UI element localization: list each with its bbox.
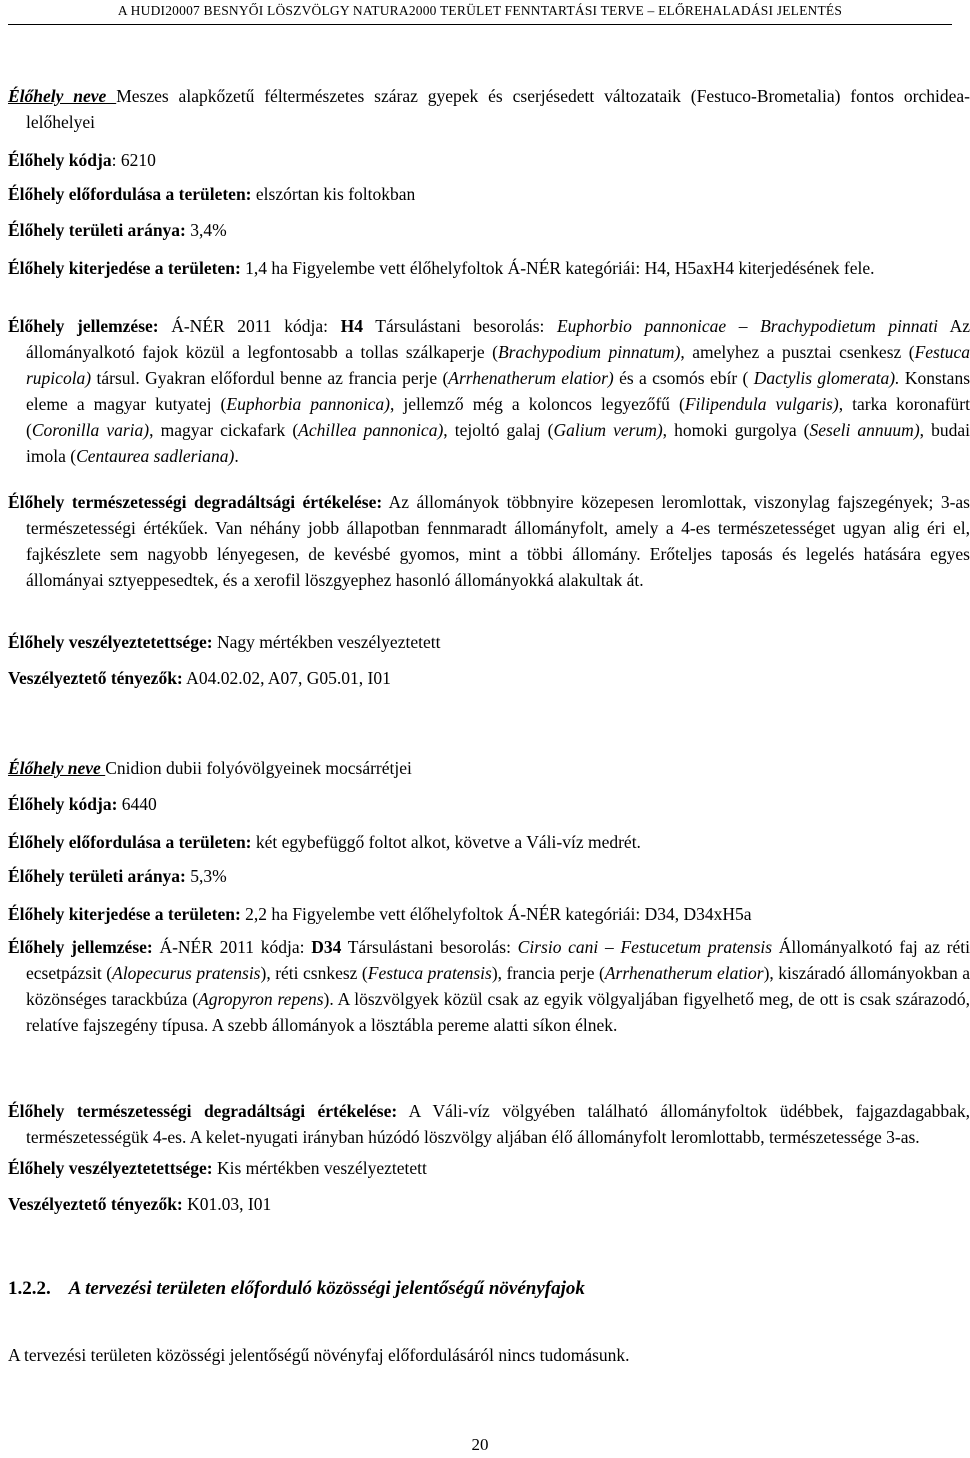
habitat2-char-label: Élőhely jellemzése: — [8, 937, 153, 957]
habitat2-extent-label: Élőhely kiterjedése a területen: — [8, 904, 241, 924]
habitat1-factors-label: Veszélyeztető tényezők: — [8, 668, 183, 688]
habitat1-ratio-label: Élőhely területi aránya: — [8, 220, 186, 240]
habitat2-threat — [8, 1155, 952, 1181]
habitat2-factors-value: K01.03, I01 — [182, 1194, 272, 1214]
habitat2-name-label: Élőhely neve — [8, 758, 106, 778]
habitat2-code-value: 6440 — [117, 794, 157, 814]
habitat2-occurrence-value: két egybefüggő foltot alkot, követve a Váli-víz medrét. — [251, 832, 641, 852]
habitat2-factors-label: Veszélyeztető tényezők: — [8, 1194, 183, 1214]
habitat2-ratio — [8, 863, 952, 889]
habitat1-factors — [8, 665, 952, 691]
section-number: 1.2.2. — [8, 1278, 51, 1299]
habitat1-extent — [8, 255, 952, 281]
habitat2-characterization: Élőhely jellemzése: Á-NÉR 2011 kódja: D34 Társulástani besorolás: Cirsio cani – Festucetum pratensis Állományalkotó faj az réti ecsetpázsit (Alopecurus pratensis), réti csnkesz (Festuca pratensis), francia perje (Arrhenatherum elatior), kiszáradó állományokban a közönséges tarackbúza (Agropyron repens). A löszvölgyek közül csak az egyik völgyaljában figyelhető meg, de ott is csak szárazodó, relatíve fajszegény típusa. A szebb állományok a lösztábla pereme alatti síkon élnek. — [8, 937, 970, 1035]
habitat2-ratio-label: Élőhely területi aránya: — [8, 866, 186, 886]
habitat1-name — [8, 83, 970, 135]
habitat2-nat-value: A Váli-víz völgyében található állományfoltok üdébbek, fajgazdagabbak, természetességük 4-es. A kelet-nyugati irányban húzódó löszvölgy aljában élő állományfolt leromlottabb, természetessége 3-as. — [26, 1101, 970, 1147]
habitat1-occurrence — [8, 181, 952, 207]
habitat1-threat-value: Nagy mértékben veszélyeztetett — [212, 632, 441, 652]
habitat1-code-label: Élőhely kódja — [8, 150, 112, 170]
habitat1-characterization: Élőhely jellemzése: Á-NÉR 2011 kódja: H4 Társulástani besorolás: Euphorbio pannonicae – Brachypodietum pinnati Az állományalkotó fajok közül a legfontosabb a tollas szálkaperje (Brachypodium pinnatum), amelyhez a pusztai csenkesz (Festuca rupicola) társul. Gyakran előfordul benne az francia perje (Arrhenatherum elatior) és a csomós ebír ( Dactylis glomerata). Konstans eleme a magyar kutyatej (Euphorbia pannonica), jellemző még a koloncos legyezőfű (Filipendula vulgaris), tarka koronafürt (Coronilla varia), magyar cickafark (Achillea pannonica), tejoltó galaj (Galium verum), homoki gurgolya (Seseli annuum), budai imola (Centaurea sadleriana). — [8, 316, 970, 466]
habitat2-naturalness — [8, 1098, 970, 1150]
habitat1-occurrence-label: Élőhely előfordulása a területen: — [8, 184, 256, 204]
habitat1-code-value: : 6210 — [111, 150, 156, 170]
habitat1-name-value: Meszes alapkőzetű féltermészetes száraz gyepek és cserjésedett változataik (Festuco-Brometalia) fontos orchidea-lelőhelyei — [26, 86, 970, 132]
habitat1-extent-label: Élőhely kiterjedése a területen: — [8, 258, 241, 278]
habitat1-factors-value: A04.02.02, A07, G05.01, I01 — [182, 668, 391, 688]
habitat2-name-value: Cnidion dubii folyóvölgyeinek mocsárrétjei — [105, 758, 412, 778]
habitat1-extent-value: 1,4 ha Figyelembe vett élőhelyfoltok Á-NÉR kategóriái: H4, H5axH4 kiterjedésének fele. — [240, 258, 875, 278]
habitat2-char-code: D34 — [311, 937, 342, 957]
habitat1-char-label: Élőhely jellemzése: — [8, 316, 159, 336]
habitat1-occurrence-value: elszórtan kis foltokban — [255, 184, 416, 204]
habitat1-ratio-value: 3,4% — [185, 220, 227, 240]
section-heading — [8, 1276, 952, 1302]
header-rule — [8, 24, 952, 25]
page-number: 20 — [471, 1435, 489, 1454]
habitat2-threat-value: Kis mértékben veszélyeztetett — [212, 1158, 427, 1178]
habitat1-name-label: Élőhely neve — [8, 86, 117, 106]
habitat2-ratio-value: 5,3% — [185, 866, 227, 886]
habitat1-threat-label: Élőhely veszélyeztetettsége: — [8, 632, 213, 652]
habitat1-ratio — [8, 217, 952, 243]
habitat2-nat-label: Élőhely természetességi degradáltsági értékelése: — [8, 1101, 398, 1121]
habitat2-occurrence-label: Élőhely előfordulása a területen: — [8, 832, 252, 852]
habitat2-extent — [8, 901, 952, 927]
habitat2-occurrence — [8, 829, 952, 855]
habitat1-threat — [8, 629, 952, 655]
habitat1-nat-label: Élőhely természetességi degradáltsági értékelése: — [8, 492, 383, 512]
habitat2-factors — [8, 1191, 952, 1217]
habitat1-nat-value: Az állományok többnyire közepesen leromlottak, viszonylag fajszegények; 3-as természetességi értékűek. Van néhány jobb állapotban fennmaradt állományfolt, amely a 4-es természetességet ugyan alig éri el, fajkészlete sem nagyobb lényegesen, de kevésbé gyomos, mint a többi állomány. Erőteljes taposás és legelés hatására egyes állományai sztyeppesedtek, és a xerofil löszgyephez hasonló állományokká alakultak át. — [26, 492, 970, 590]
section-title: A tervezési területen előforduló közösségi jelentőségű növényfajok — [68, 1278, 585, 1299]
habitat2-threat-label: Élőhely veszélyeztetettsége: — [8, 1158, 213, 1178]
habitat1-naturalness — [8, 489, 970, 593]
section-body: A tervezési területen közösségi jelentőségű növényfaj előfordulásáról nincs tudomásunk. — [8, 1345, 630, 1365]
habitat2-extent-value: 2,2 ha Figyelembe vett élőhelyfoltok Á-NÉR kategóriái: D34, D34xH5a — [240, 904, 752, 924]
habitat2-name — [8, 755, 952, 781]
habitat1-code — [8, 147, 952, 173]
habitat2-code-label: Élőhely kódja: — [8, 794, 118, 814]
habitat2-code — [8, 791, 952, 817]
habitat1-char-code: H4 — [340, 316, 363, 336]
running-header: A HUDI20007 BESNYŐI LÖSZVÖLGY NATURA2000 TERÜLET FENNTARTÁSI TERVE – ELŐREHALADÁSI JELENTÉS — [117, 3, 843, 18]
